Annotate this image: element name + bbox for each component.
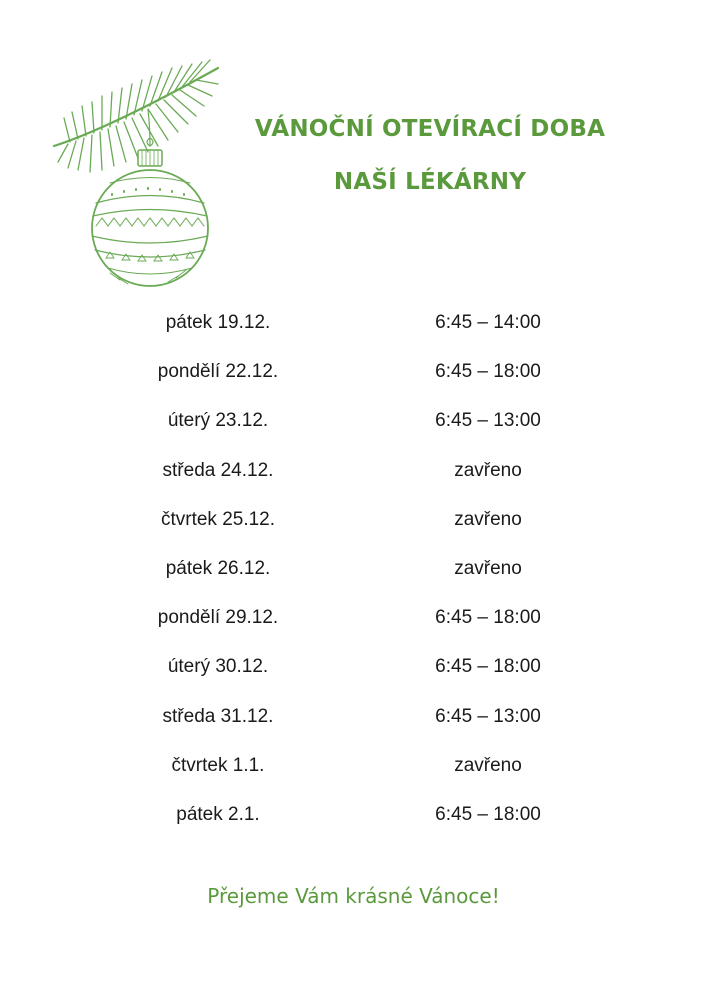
hours-cell: 6:45 – 13:00 <box>435 705 541 727</box>
day-cell: pátek 19.12. <box>165 312 271 333</box>
table-row <box>0 652 707 701</box>
table-row <box>0 406 707 455</box>
hours-cell: zavřeno <box>454 557 522 579</box>
hours-cell: 6:45 – 18:00 <box>435 656 541 678</box>
day-cell: úterý 23.12. <box>167 410 269 432</box>
day-cell: pátek 2.1. <box>176 803 260 825</box>
day-cell: pátek 26.12. <box>165 557 271 579</box>
table-row <box>0 554 707 603</box>
day-cell: čtvrtek 25.12. <box>160 508 276 530</box>
hours-cell: 6:45 – 18:00 <box>435 607 541 629</box>
page-title: VÁNOČNÍ OTEVÍRACÍ DOBA <box>254 116 606 142</box>
hours-cell: 6:45 – 18:00 <box>435 803 541 825</box>
hours-cell: 6:45 – 14:00 <box>435 312 541 333</box>
table-row <box>0 308 707 357</box>
christmas-ornament-icon <box>50 58 222 298</box>
day-cell: čtvrtek 1.1. <box>171 754 265 776</box>
hours-cell: zavřeno <box>454 459 522 481</box>
hours-cell: zavřeno <box>454 508 522 530</box>
day-cell: středa 31.12. <box>162 705 274 727</box>
opening-hours-table <box>0 308 707 849</box>
table-row <box>0 357 707 406</box>
hours-cell: 6:45 – 18:00 <box>435 361 541 383</box>
holiday-greeting: Přejeme Vám krásné Vánoce! <box>207 884 500 908</box>
table-row <box>0 800 707 849</box>
table-row <box>0 751 707 800</box>
table-row <box>0 456 707 505</box>
day-cell: pondělí 22.12. <box>157 361 279 383</box>
day-cell: úterý 30.12. <box>167 656 269 678</box>
day-cell: pondělí 29.12. <box>157 607 279 629</box>
table-row <box>0 603 707 652</box>
table-row <box>0 702 707 751</box>
hours-cell: 6:45 – 13:00 <box>435 410 541 432</box>
hours-cell: zavřeno <box>454 754 522 776</box>
day-cell: středa 24.12. <box>162 459 274 481</box>
page-subtitle: NAŠÍ LÉKÁRNY <box>333 169 527 195</box>
table-row <box>0 505 707 554</box>
